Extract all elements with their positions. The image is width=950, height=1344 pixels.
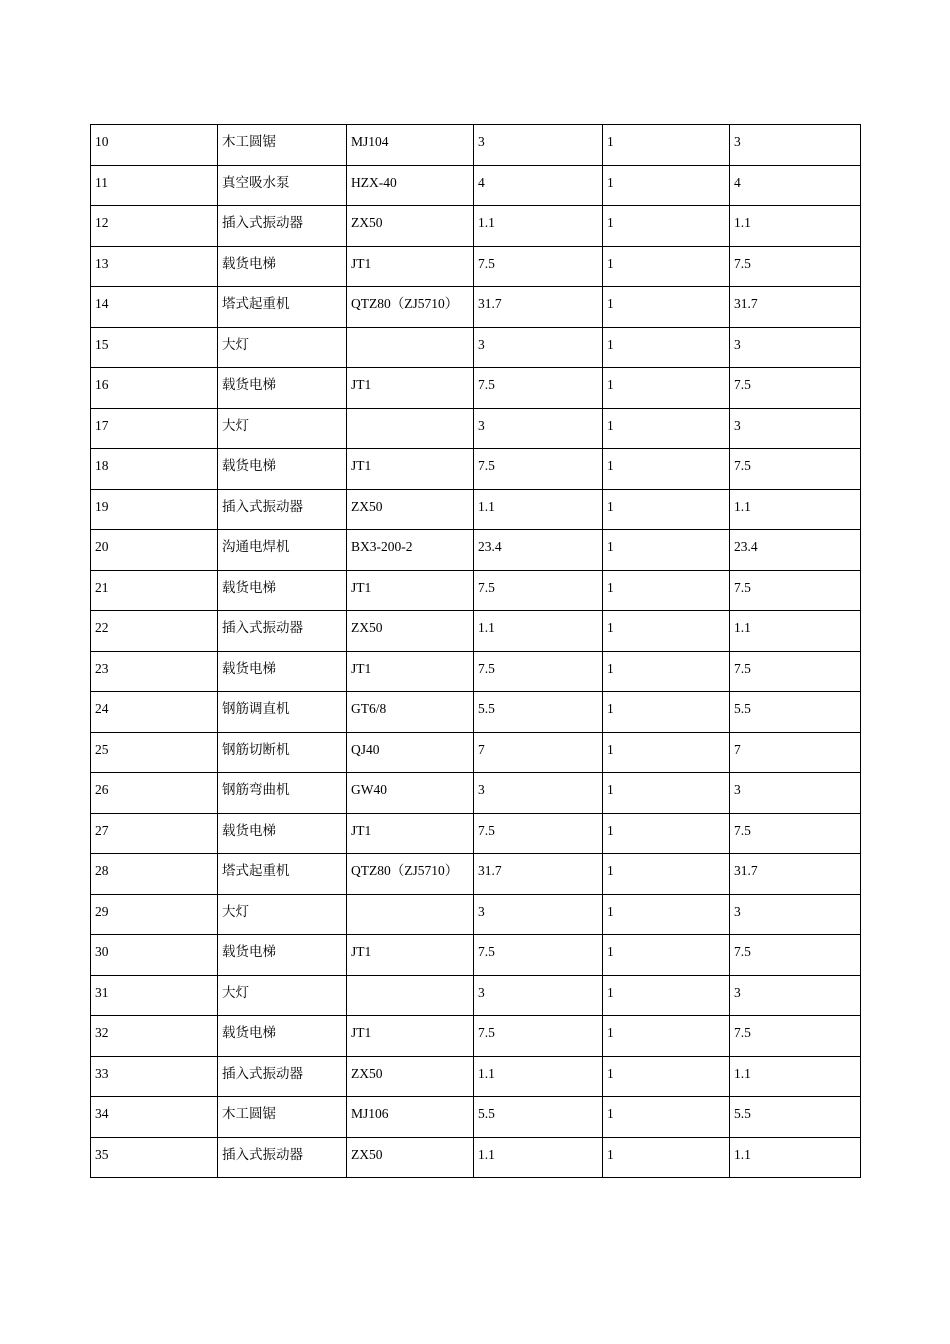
model-cell: ZX50: [347, 1137, 474, 1178]
row-number-cell: 28: [91, 854, 218, 895]
table-row: [91, 773, 861, 814]
table-row: [91, 692, 861, 733]
model-cell: GT6/8: [347, 692, 474, 733]
quantity-cell: 1: [603, 287, 730, 328]
equipment-name-cell: 插入式振动器: [218, 206, 347, 247]
table-row: [91, 530, 861, 571]
model-cell: JT1: [347, 1016, 474, 1057]
quantity-cell: 1: [603, 611, 730, 652]
row-number-cell: 12: [91, 206, 218, 247]
quantity-cell: 1: [603, 368, 730, 409]
row-number-cell: 29: [91, 894, 218, 935]
total-power-cell: 7.5: [730, 246, 861, 287]
equipment-name-cell: 插入式振动器: [218, 1056, 347, 1097]
model-cell: BX3-200-2: [347, 530, 474, 571]
row-number-cell: 17: [91, 408, 218, 449]
model-cell: QTZ80（ZJ5710）: [347, 854, 474, 895]
equipment-name-cell: 钢筋调直机: [218, 692, 347, 733]
power-cell: 5.5: [474, 1097, 603, 1138]
quantity-cell: 1: [603, 1016, 730, 1057]
quantity-cell: 1: [603, 1137, 730, 1178]
total-power-cell: 7.5: [730, 651, 861, 692]
quantity-cell: 1: [603, 773, 730, 814]
total-power-cell: 7.5: [730, 935, 861, 976]
equipment-name-cell: 钢筋切断机: [218, 732, 347, 773]
power-cell: 3: [474, 975, 603, 1016]
quantity-cell: 1: [603, 854, 730, 895]
equipment-name-cell: 载货电梯: [218, 449, 347, 490]
equipment-name-cell: 载货电梯: [218, 368, 347, 409]
row-number-cell: 25: [91, 732, 218, 773]
row-number-cell: 15: [91, 327, 218, 368]
row-number-cell: 19: [91, 489, 218, 530]
power-cell: 1.1: [474, 489, 603, 530]
quantity-cell: 1: [603, 489, 730, 530]
power-cell: 7: [474, 732, 603, 773]
total-power-cell: 3: [730, 408, 861, 449]
total-power-cell: 7.5: [730, 813, 861, 854]
table-row: [91, 570, 861, 611]
quantity-cell: 1: [603, 246, 730, 287]
power-cell: 31.7: [474, 287, 603, 328]
model-cell: JT1: [347, 449, 474, 490]
row-number-cell: 14: [91, 287, 218, 328]
row-number-cell: 35: [91, 1137, 218, 1178]
quantity-cell: 1: [603, 206, 730, 247]
total-power-cell: 31.7: [730, 287, 861, 328]
table-row: [91, 651, 861, 692]
row-number-cell: 32: [91, 1016, 218, 1057]
power-cell: 23.4: [474, 530, 603, 571]
table-row: [91, 935, 861, 976]
table-row: [91, 611, 861, 652]
equipment-name-cell: 大灯: [218, 408, 347, 449]
quantity-cell: 1: [603, 1097, 730, 1138]
table-row: [91, 287, 861, 328]
power-cell: 4: [474, 165, 603, 206]
total-power-cell: 5.5: [730, 1097, 861, 1138]
table-row: [91, 1016, 861, 1057]
model-cell: ZX50: [347, 611, 474, 652]
quantity-cell: 1: [603, 570, 730, 611]
total-power-cell: 3: [730, 327, 861, 368]
row-number-cell: 24: [91, 692, 218, 733]
row-number-cell: 16: [91, 368, 218, 409]
power-cell: 3: [474, 327, 603, 368]
total-power-cell: 7.5: [730, 1016, 861, 1057]
table-row: [91, 854, 861, 895]
model-cell: ZX50: [347, 206, 474, 247]
power-cell: 1.1: [474, 206, 603, 247]
equipment-name-cell: 插入式振动器: [218, 1137, 347, 1178]
table-row: [91, 1137, 861, 1178]
equipment-name-cell: 钢筋弯曲机: [218, 773, 347, 814]
total-power-cell: 3: [730, 975, 861, 1016]
power-cell: 7.5: [474, 651, 603, 692]
table-row: [91, 1056, 861, 1097]
equipment-name-cell: 载货电梯: [218, 813, 347, 854]
row-number-cell: 13: [91, 246, 218, 287]
power-cell: 7.5: [474, 935, 603, 976]
equipment-name-cell: 大灯: [218, 327, 347, 368]
total-power-cell: 1.1: [730, 206, 861, 247]
row-number-cell: 30: [91, 935, 218, 976]
equipment-name-cell: 插入式振动器: [218, 611, 347, 652]
power-cell: 7.5: [474, 449, 603, 490]
equipment-name-cell: 大灯: [218, 975, 347, 1016]
equipment-name-cell: 载货电梯: [218, 651, 347, 692]
model-cell: JT1: [347, 368, 474, 409]
table-row: [91, 813, 861, 854]
equipment-name-cell: 木工圆锯: [218, 1097, 347, 1138]
model-cell: [347, 327, 474, 368]
table-row: [91, 327, 861, 368]
total-power-cell: 1.1: [730, 1137, 861, 1178]
power-cell: 3: [474, 125, 603, 166]
model-cell: MJ106: [347, 1097, 474, 1138]
total-power-cell: 4: [730, 165, 861, 206]
model-cell: GW40: [347, 773, 474, 814]
power-cell: 31.7: [474, 854, 603, 895]
quantity-cell: 1: [603, 651, 730, 692]
table-row: [91, 732, 861, 773]
quantity-cell: 1: [603, 125, 730, 166]
equipment-name-cell: 沟通电焊机: [218, 530, 347, 571]
quantity-cell: 1: [603, 165, 730, 206]
total-power-cell: 7.5: [730, 570, 861, 611]
equipment-name-cell: 真空吸水泵: [218, 165, 347, 206]
model-cell: HZX-40: [347, 165, 474, 206]
power-cell: 5.5: [474, 692, 603, 733]
table-row: [91, 125, 861, 166]
power-cell: 7.5: [474, 246, 603, 287]
total-power-cell: 7.5: [730, 368, 861, 409]
power-cell: 3: [474, 894, 603, 935]
quantity-cell: 1: [603, 1056, 730, 1097]
row-number-cell: 34: [91, 1097, 218, 1138]
table-row: [91, 368, 861, 409]
total-power-cell: 3: [730, 773, 861, 814]
row-number-cell: 18: [91, 449, 218, 490]
row-number-cell: 27: [91, 813, 218, 854]
model-cell: QTZ80（ZJ5710）: [347, 287, 474, 328]
equipment-table: [90, 124, 861, 1178]
total-power-cell: 7.5: [730, 449, 861, 490]
equipment-name-cell: 木工圆锯: [218, 125, 347, 166]
equipment-name-cell: 塔式起重机: [218, 854, 347, 895]
total-power-cell: 1.1: [730, 489, 861, 530]
model-cell: [347, 894, 474, 935]
quantity-cell: 1: [603, 813, 730, 854]
quantity-cell: 1: [603, 530, 730, 571]
row-number-cell: 26: [91, 773, 218, 814]
table-row: [91, 246, 861, 287]
table-row: [91, 1097, 861, 1138]
model-cell: JT1: [347, 651, 474, 692]
model-cell: JT1: [347, 246, 474, 287]
quantity-cell: 1: [603, 408, 730, 449]
quantity-cell: 1: [603, 935, 730, 976]
equipment-name-cell: 载货电梯: [218, 570, 347, 611]
table-row: [91, 206, 861, 247]
row-number-cell: 33: [91, 1056, 218, 1097]
model-cell: [347, 408, 474, 449]
quantity-cell: 1: [603, 894, 730, 935]
power-cell: 3: [474, 408, 603, 449]
row-number-cell: 22: [91, 611, 218, 652]
row-number-cell: 11: [91, 165, 218, 206]
table-row: [91, 894, 861, 935]
table-row: [91, 489, 861, 530]
equipment-name-cell: 插入式振动器: [218, 489, 347, 530]
model-cell: ZX50: [347, 489, 474, 530]
power-cell: 1.1: [474, 1137, 603, 1178]
equipment-name-cell: 塔式起重机: [218, 287, 347, 328]
total-power-cell: 5.5: [730, 692, 861, 733]
equipment-name-cell: 载货电梯: [218, 246, 347, 287]
power-cell: 7.5: [474, 1016, 603, 1057]
equipment-name-cell: 大灯: [218, 894, 347, 935]
total-power-cell: 23.4: [730, 530, 861, 571]
model-cell: [347, 975, 474, 1016]
equipment-name-cell: 载货电梯: [218, 1016, 347, 1057]
model-cell: JT1: [347, 570, 474, 611]
power-cell: 1.1: [474, 611, 603, 652]
total-power-cell: 1.1: [730, 1056, 861, 1097]
quantity-cell: 1: [603, 692, 730, 733]
power-cell: 1.1: [474, 1056, 603, 1097]
row-number-cell: 20: [91, 530, 218, 571]
row-number-cell: 31: [91, 975, 218, 1016]
row-number-cell: 21: [91, 570, 218, 611]
model-cell: JT1: [347, 935, 474, 976]
total-power-cell: 7: [730, 732, 861, 773]
model-cell: JT1: [347, 813, 474, 854]
table-row: [91, 165, 861, 206]
quantity-cell: 1: [603, 449, 730, 490]
equipment-name-cell: 载货电梯: [218, 935, 347, 976]
total-power-cell: 31.7: [730, 854, 861, 895]
power-cell: 7.5: [474, 368, 603, 409]
power-cell: 7.5: [474, 570, 603, 611]
model-cell: QJ40: [347, 732, 474, 773]
table-row: [91, 449, 861, 490]
quantity-cell: 1: [603, 975, 730, 1016]
quantity-cell: 1: [603, 327, 730, 368]
table-row: [91, 408, 861, 449]
power-cell: 7.5: [474, 813, 603, 854]
total-power-cell: 1.1: [730, 611, 861, 652]
power-cell: 3: [474, 773, 603, 814]
total-power-cell: 3: [730, 894, 861, 935]
row-number-cell: 23: [91, 651, 218, 692]
row-number-cell: 10: [91, 125, 218, 166]
total-power-cell: 3: [730, 125, 861, 166]
model-cell: ZX50: [347, 1056, 474, 1097]
model-cell: MJ104: [347, 125, 474, 166]
equipment-table-body: [91, 125, 861, 1178]
quantity-cell: 1: [603, 732, 730, 773]
table-row: [91, 975, 861, 1016]
